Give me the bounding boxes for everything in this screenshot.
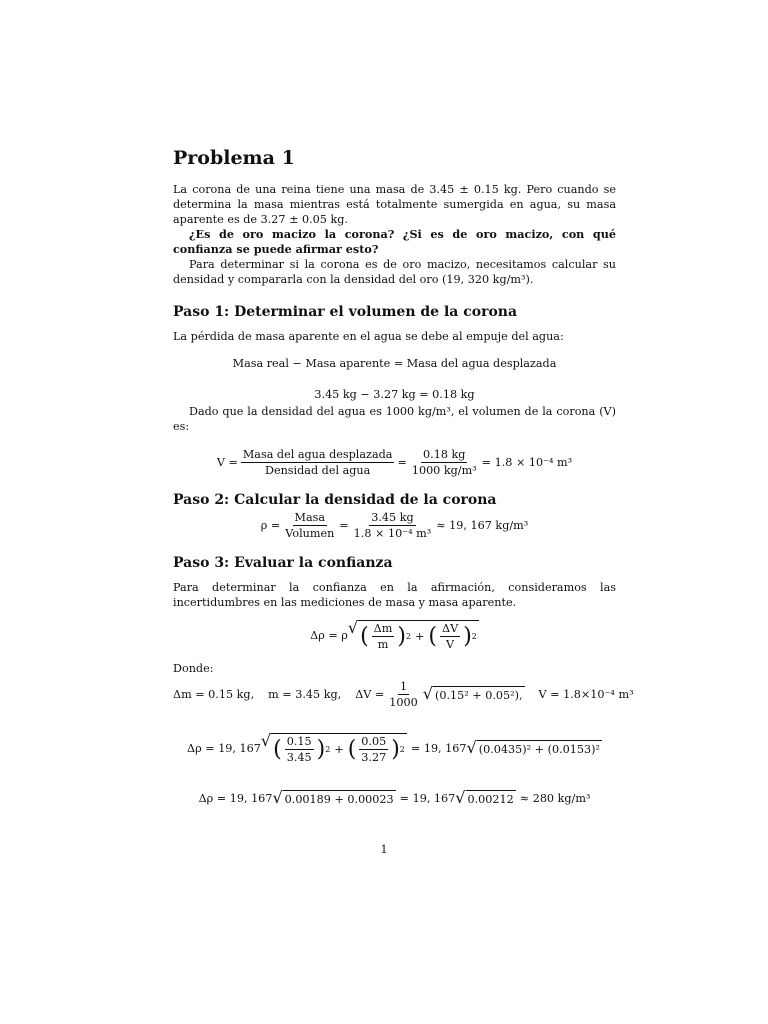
formula-m: m [377, 638, 389, 651]
question-text: ¿Es de oro macizo la corona? ¿Si es de oro macizo, con qué confianza se puede afirmar esto? [173, 227, 616, 256]
formula-sqrt: √ ( $\frac{\Delta m}{m}$ ) 2 + ( $\frac{\Delta V}{V}$ ) 2 [347, 618, 477, 651]
uncertainty-formula [173, 620, 616, 651]
volume-num-2: 0.18 kg [423, 448, 466, 461]
step1-text: La pérdida de masa aparente en el agua se debe al empuje del agua: [173, 330, 564, 343]
calc2-result: ≈ 280 kg/m³ [519, 792, 591, 805]
calc1-radicand: (0.0435)² + (0.0153)² [477, 740, 602, 757]
volume-fraction-1 [241, 448, 395, 477]
density-den-2: 1.8 × 10⁻⁴ m³ [353, 527, 432, 540]
formula-v: V [446, 638, 455, 651]
definitions-line: Δm = 0.15 kg, m = 3.45 kg, ΔV = $\frac{1}{1000}$ √ (0.15² + 0.05²), V = 1.8×10⁻⁴ m³ [173, 680, 634, 709]
density-fraction-1 [283, 511, 336, 540]
calc1-d2: 3.27 [361, 751, 387, 764]
def-v: V = 1.8×10⁻⁴ m³ [538, 688, 634, 701]
density-result: ≈ 19, 167 kg/m³ [436, 519, 529, 532]
calc2-radicand-2: 0.00212 [466, 790, 516, 807]
calc2-lhs: Δρ = 19, 167 [198, 792, 273, 805]
calc2-mid: = 19, 167 [399, 792, 456, 805]
donde-label: Donde: [173, 662, 214, 675]
density-num-2: 3.45 kg [371, 511, 414, 524]
formula-dv: ΔV [442, 622, 459, 635]
calculation-2: Δρ = 19, 167 √ 0.00189 + 0.00023 = 19, 167 √ 0.00212 ≈ 280 kg/m³ [198, 788, 591, 807]
def-dm: Δm = 0.15 kg, [173, 688, 255, 701]
def-dv-radicand: (0.15² + 0.05²), [433, 686, 525, 703]
def-m: m = 3.45 kg, [268, 688, 342, 701]
calc1-lhs: Δρ = 19, 167 [187, 742, 261, 755]
step1-equation-1: Masa real − Masa aparente = Masa del agua desplazada [232, 357, 557, 370]
calc1-rhs: = 19, 167 [410, 742, 467, 755]
page-number: 1 [380, 843, 388, 856]
volume-den-2: 1000 kg/m³ [411, 464, 477, 477]
density-equation [173, 511, 616, 540]
def-dv-num: 1 [399, 680, 408, 693]
density-lhs: ρ = [260, 519, 281, 532]
calc1-d1: 3.45 [286, 751, 312, 764]
step3-heading: Paso 3: Evaluar la confianza [173, 555, 393, 571]
problem-title: Problema 1 [173, 147, 295, 169]
volume-den-1: Densidad del agua [265, 464, 371, 477]
intro-paragraph-2: Para determinar si la corona es de oro macizo, necesitamos calcular su densidad y compararla con la densidad del oro (19, 320 kg/m³). [173, 258, 616, 286]
density-num-1: Masa [294, 511, 326, 524]
step1-heading: Paso 1: Determinar el volumen de la corona [173, 304, 518, 320]
def-dv-den: 1000 [389, 696, 418, 709]
volume-num-1: Masa del agua desplazada [242, 448, 393, 461]
calculation-1: Δρ = 19, 167 √ ( $\frac{0.15}{3.45}$ ) 2 + ( $\frac{0.05}{3.27}$ ) 2 = 19, 167 √ (0.0435)² + (0.0153)² [187, 731, 600, 764]
document-page [173, 146, 634, 807]
step3-text: Para determinar la confianza en la afirmación, consideramos las incertidumbres en las mediciones de masa y masa aparente. [173, 581, 616, 609]
def-dv-lhs: ΔV = [355, 688, 385, 701]
formula-dm: Δm [373, 622, 393, 635]
volume-fraction-2 [410, 448, 479, 477]
calc1-n1: 0.15 [286, 735, 312, 748]
density-den-1: Volumen [285, 527, 335, 540]
formula-lhs: Δρ = ρ [310, 629, 348, 642]
equals-sign: = [339, 519, 349, 532]
volume-lhs: V = [216, 456, 238, 469]
step2-heading: Paso 2: Calcular la densidad de la corona [173, 492, 497, 508]
intro-paragraph: La corona de una reina tiene una masa de 3.45 ± 0.15 kg. Pero cuando se determina la masa mientras está totalmente sumergida en agua, su masa aparente es de 3.27 ± 0.05 kg. [173, 183, 616, 226]
equals-sign: = [397, 456, 407, 469]
radical-sign: √ [347, 618, 359, 637]
calc2-radicand-1: 0.00189 + 0.00023 [283, 790, 396, 807]
step1-text-2: Dado que la densidad del agua es 1000 kg/m³, el volumen de la corona (V) es: [173, 405, 616, 433]
volume-result: = 1.8 × 10⁻⁴ m³ [481, 456, 573, 469]
density-fraction-2 [352, 511, 434, 540]
calc1-n2: 0.05 [361, 735, 387, 748]
volume-equation [173, 448, 616, 477]
step1-equation-2: 3.45 kg − 3.27 kg = 0.18 kg [314, 388, 475, 401]
